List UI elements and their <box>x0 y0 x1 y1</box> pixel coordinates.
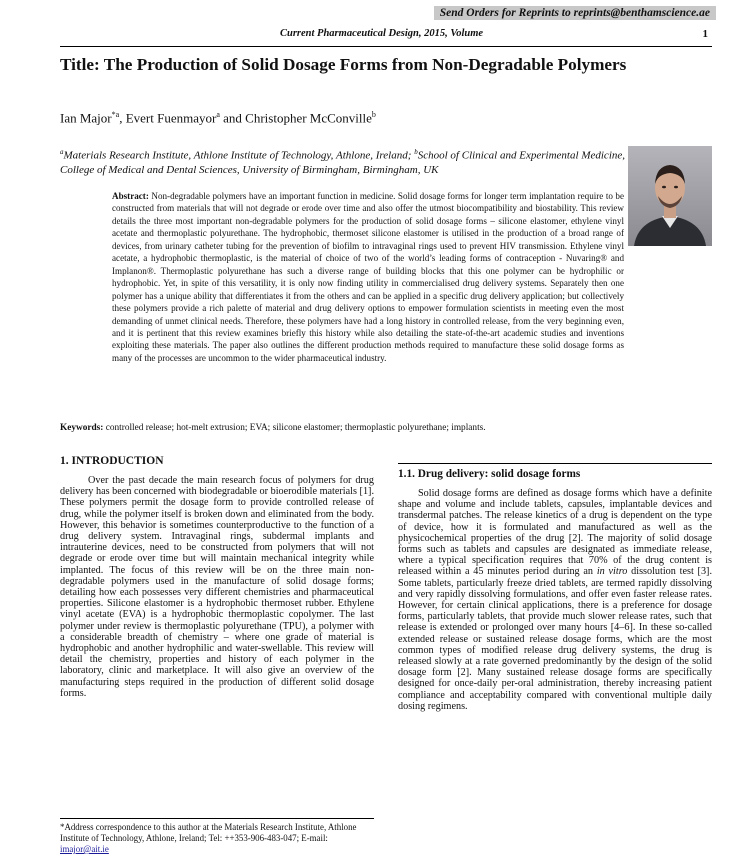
author-affil-mark: *a <box>111 110 120 119</box>
header-rule <box>60 46 712 47</box>
abstract <box>112 190 624 364</box>
author-name: Ian Major <box>60 110 112 126</box>
right-column <box>398 463 712 712</box>
subsection-heading: 1.1. Drug delivery: solid dosage forms <box>398 463 712 480</box>
page-number: 1 <box>702 28 708 40</box>
journal-header: Current Pharmaceutical Design, 2015, Volume <box>280 28 484 39</box>
author-affil-mark: a <box>216 110 220 119</box>
section-heading: 1. INTRODUCTION <box>60 455 164 467</box>
author-affil-mark: b <box>371 110 376 119</box>
keywords <box>60 423 710 433</box>
correspondence-footnote: *Address correspondence to this author at the Materials Research Institute, Athlone Institute of Technology, Athlone, Ireland; Tel: ++353-906-483-047; E-mail: imajor@ait.ie <box>60 822 357 854</box>
abstract-text: Non-degradable polymers have an important function in medicine. Solid dosage forms for longer term implantation require to be constructed from materials that will not degrade or erode over time and also offer the utmost biocompatibility and biostability. This review details the three most important non-degradable polymers for the production of solid dosage forms – silicone elastomer, ethylene vinyl acetate and thermoplastic polyurethane. The hydrophobic, thermoset silicone elastomer is utilised in the production of a broad range of devices, from urinary catheter tubing for the prevention of biofilm to intravaginal rings used to prevent HIV transmission. Ethylene vinyl acetate, a hydrophobic thermoplastic, is the material of choice of two of the world’s leading forms of contraception - Nuvaring® and Implanon®. Thermoplastic polyurethane has such a diverse range of building blocks that this one polymer can be hydrophilic or hydrophobic. Yet, in spite of this versatility, it is only now finding utility in commercialised drug delivery systems. Separately then one polymer has a unique ability that differentiates it from the others and can be applied in a specific drug delivery application; but collectively these polymers provide a rich palette of material and drug delivery options to empower formulation scientists in meeting even the most demanding of unmet clinical needs. Therefore, these polymers have had a long history in controlled release, from the very beginning even, and it is pertinent that this review examines briefly this history while also detailing the state-of-the-art academic studies and inventions exploiting these materials. The paper also outlines the different production methods required to manufacture these solid dosage forms as many of the processes are uncommon to the wider pharmaceutical industry. <box>112 191 625 363</box>
affiliation-text: Materials Research Institute, Athlone Institute of Technology, Athlone, Ireland; <box>63 149 415 162</box>
author-photo <box>628 146 712 246</box>
keywords-text: controlled release; hot-melt extrusion; EVA; silicone elastomer; thermoplastic polyurethane; implants. <box>105 423 486 433</box>
keywords-label: Keywords: <box>60 423 104 433</box>
abstract-label: Abstract: <box>112 191 149 201</box>
author-name: Christopher McConville <box>245 110 372 126</box>
section-paragraph: Solid dosage forms are defined as dosage forms which have a definite shape and volume and include tablets, capsules, implantable devices and transdermal patches. The release kinetics of a drug is dependent on the type of device, how it is formulated and manufactured as well as the physicochemical properties of the drug [2]. The majority of solid dosage forms such as tablets and capsules are designated as immediate release, where a typical specification requires that 70% of the drug content is released within a 45 minutes period during an in vitro dissolution test [3]. Some tablets, particularly freeze dried tablets, are termed rapidly dissolving and very rapidly dissolving formulations, and offer even faster release rates. However, for certain clinical applications, there is a preference for dosage forms, particularly tablets, that provide much slower release rates, such that release is extended or prolonged over many hours [4–6]. In these so-called extended release or sustained release dosage forms, which are the most common types of modified release drug delivery systems, the drug is released slowly at a rate governed predominantly by the design of the solid dosage form [2]. Many sustained release dosage forms are specifically designed for once-daily per-oral administration, thereby increasing patient compliance and acceptability compared with conventional multiple daily dosing regimens. <box>398 488 712 712</box>
author-portrait-image <box>628 146 712 246</box>
affiliations: $^a$Materials Research Institute, Athlone Institute of Technology, Athlone, Ireland; $^b$School of Clinical and Experimental Medicine, College of Medical and Dental Sciences, University of Birmingham, Birmingham, UK <box>60 148 626 176</box>
section-paragraph: Over the past decade the main research focus of polymers for drug delivery has been concerned with biodegradable or bioerodible materials [1]. These polymers permit the dosage form to provide controlled release of drug, while the polymer itself is broken down and eliminated from the body. However, this behavior is sometimes counterproductive to the function of a drug delivery system. Intravaginal rings, subdermal implants and intrauterine devices, need to be constructed from polymers that will not degrade or erode over time but will maintain mechanical integrity while implanted. The focus of this review will be on the three main non-degradable polymers used in the manufacture of solid dosage forms; detailing how each possesses very different chemistries and pharmaceutical properties. Silicone elastomer is a hydrophobic thermoset rubber. Ethylene vinyl acetate (EVA) is a hydrophobic thermoplastic copolymer. The last polymer under review is thermoplastic polyurethane (TPU), a polymer with a considerable breadth of chemistry – where one grade of material is hydrophobic and another hydrophilic and water-swellable. This review will detail the chemistry, properties and history of each polymer in the laboratory, clinic and marketplace. It will also give an overview of the manufacturing steps required in the production of different solid dosage forms. <box>60 475 374 699</box>
left-column <box>60 455 374 699</box>
paper-title: Title: The Production of Solid Dosage Forms from Non-Degradable Polymers <box>60 55 627 74</box>
reprints-banner: Send Orders for Reprints to reprints@benthamscience.ae <box>434 6 716 20</box>
author-name: Evert Fuenmayor <box>125 110 217 126</box>
email-link[interactable]: imajor@ait.ie <box>60 844 109 854</box>
affiliation-text: School of Clinical and Experimental Medicine, College of Medical and Dental Sciences, University of Birmingham, Birmingham, UK <box>60 149 626 176</box>
author-list: Ian Major$^{*a}$, Evert Fuenmayor$^a$ and Christopher McConville$^b$ <box>60 110 376 126</box>
footnote-rule <box>60 818 374 819</box>
